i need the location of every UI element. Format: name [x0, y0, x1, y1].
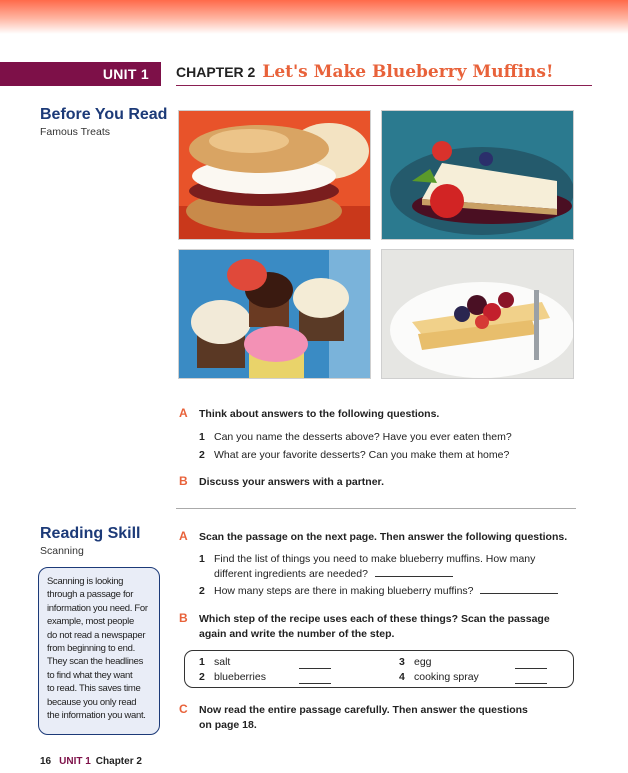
unit-banner [0, 62, 161, 86]
scanning-tip-box [38, 567, 160, 735]
question-number: 2 [199, 585, 205, 597]
question-2 [199, 449, 509, 461]
recipe-item-2 [199, 671, 266, 683]
cupcakes-photo [178, 249, 371, 379]
item-number: 2 [199, 671, 205, 683]
unit-label: UNIT 1 [102, 66, 149, 82]
item-word: salt [214, 656, 231, 668]
tip-line: They scan the headlines [47, 656, 144, 668]
answer-blank[interactable] [480, 585, 558, 594]
answer-blank[interactable] [515, 675, 547, 684]
section-a2-letter: A [179, 529, 188, 543]
scone-with-cream-photo [178, 110, 371, 240]
tip-line: to find what they want [47, 669, 133, 681]
section-b2-instruction-line-2: again and write the number of the step. [199, 628, 395, 640]
tip-line: because you only read [47, 696, 137, 708]
footer-unit: UNIT 1 [59, 756, 91, 767]
before-you-read-heading: Before You Read [40, 106, 168, 123]
tip-line: through a passage for [47, 589, 134, 601]
item-word: egg [414, 656, 432, 668]
chapter-label: CHAPTER 2 [176, 64, 256, 80]
recipe-items-box [184, 650, 574, 688]
section-c-letter: C [179, 702, 188, 716]
question-text: What are your favorite desserts? Can you make them at home? [214, 449, 510, 461]
scan-question-2 [199, 585, 558, 597]
answer-blank[interactable] [515, 660, 547, 669]
question-text: How many steps are there in making blueberry muffins? [214, 585, 474, 597]
before-you-read-subheading: Famous Treats [40, 126, 111, 138]
tip-line: to read. This saves time [47, 683, 141, 695]
section-b2-letter: B [179, 611, 188, 625]
recipe-item-1 [199, 656, 230, 668]
item-word: blueberries [214, 671, 266, 683]
section-a-instruction: Think about answers to the following questions. [199, 408, 440, 420]
recipe-item-4 [399, 671, 479, 683]
scan-question-1-line-2 [214, 568, 453, 580]
section-a2-instruction: Scan the passage on the next page. Then answer the following questions. [199, 531, 568, 543]
tip-line: Scanning is looking [47, 576, 124, 587]
page-number: 16 [40, 756, 52, 767]
section-c-instruction-line-1: Now read the entire passage carefully. Then answer the questions [199, 704, 528, 716]
answer-blank[interactable] [375, 568, 453, 577]
item-number: 3 [399, 656, 405, 668]
section-b2-instruction-line-1: Which step of the recipe uses each of these things? Scan the passage [199, 613, 550, 625]
tip-line: do not read a newspaper [47, 629, 146, 641]
tip-line: from beginning to end. [47, 643, 135, 655]
cheesecake-with-berries-photo [381, 110, 574, 240]
section-divider [176, 508, 576, 509]
recipe-item-3 [399, 656, 432, 668]
item-number: 4 [399, 671, 405, 683]
section-b-instruction: Discuss your answers with a partner. [199, 476, 384, 488]
section-c-instruction-line-2: on page 18. [199, 719, 257, 731]
chapter-title: Let's Make Blueberry Muffins! [262, 62, 554, 82]
reading-skill-subheading: Scanning [40, 545, 84, 557]
item-number: 1 [199, 656, 205, 668]
question-text: different ingredients are needed? [214, 568, 368, 580]
top-color-band [0, 0, 628, 34]
question-text: Can you name the desserts above? Have you ever eaten them? [214, 431, 512, 443]
question-number: 1 [199, 553, 205, 565]
question-1 [199, 431, 512, 443]
answer-blank[interactable] [299, 675, 331, 684]
page-footer [40, 756, 142, 767]
answer-blank[interactable] [299, 660, 331, 669]
question-text: Find the list of things you need to make blueberry muffins. How many [214, 553, 536, 565]
footer-chapter: Chapter 2 [95, 756, 142, 767]
reading-skill-heading: Reading Skill [40, 525, 141, 542]
section-a-letter: A [179, 406, 188, 420]
tip-line: information you need. For [47, 602, 148, 614]
scan-question-1-line-1 [199, 553, 535, 565]
crepes-with-berries-photo [381, 249, 574, 379]
question-number: 1 [199, 431, 205, 443]
chapter-header [176, 62, 592, 86]
section-b-letter: B [179, 474, 188, 488]
item-word: cooking spray [414, 671, 479, 683]
question-number: 2 [199, 449, 205, 461]
tip-line: the information you want. [47, 710, 146, 722]
tip-line: example, most people [47, 616, 134, 628]
